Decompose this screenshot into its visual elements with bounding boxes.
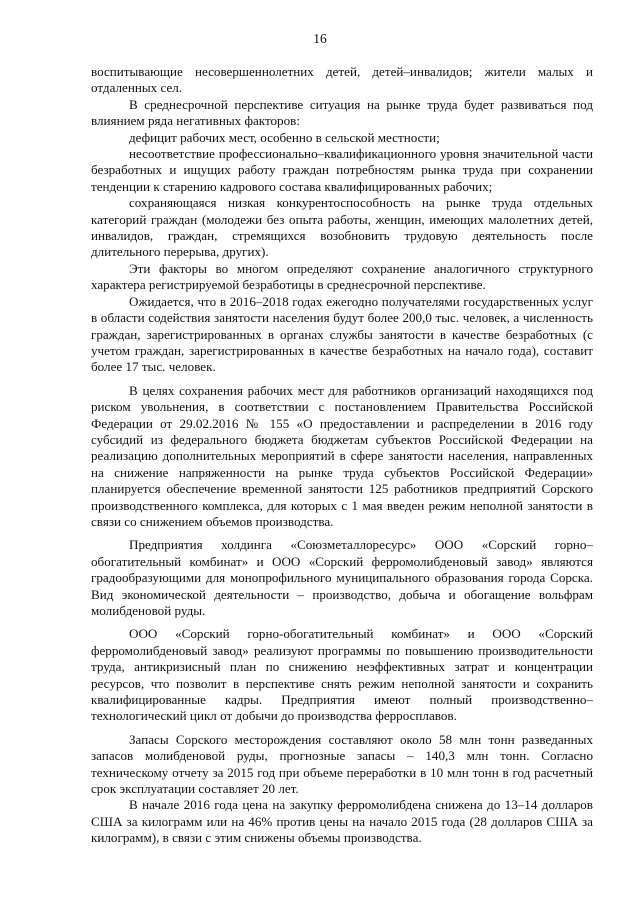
paragraph-holding-enterprises: Предприятия холдинга «Союзметаллоресурс» ООО «Сорский горно–обогатительный комбинат» и ООО «Сорский ферромолибденовый завод» являются градообразующими для монопрофильного муниципального образования города Сорска. Вид экономической деятельности – производство, добыча и обогащение вольфрам молибденовой руды. bbox=[91, 537, 593, 618]
paragraph-factor-low-competitiveness: сохраняющаяся низкая конкурентоспособность на рынке труда отдельных категорий граждан (молодежи без опыта работы, женщин, имеющих малолетних детей, инвалидов, граждан, стремящихся возобновить трудовую деятельность после длительного перерыва, других). bbox=[91, 195, 593, 260]
paragraph-job-retention: В целях сохранения рабочих мест для работников организаций находящихся под риском увольнения, в соответствии с постановлением Правительства Российской Федерации от 29.02.2016 № 155 «О предоставлении и распределении в 2016 году субсидий из федерального бюджета бюджетам субъектов Российской Федерации на реализацию дополнительных мероприятий в сфере занятости населения, направленных на снижение напряженности на рынке труда субъектов Российской Федерации» планируется обеспечение временной занятости 125 работников предприятий Сорского производственного комплекса, для которых с 1 мая введен режим неполной занятости в связи со снижением объемов производства. bbox=[91, 382, 593, 529]
paragraph-productivity-programs: ООО «Сорский горно-обогатительный комбинат» и ООО «Сорский ферромолибденовый завод» реализуют программы по повышению производительности труда, антикризисный план по снижению неэффективных затрат и концентрации ресурсов, что позволит в перспективе снять режим неполной занятости и сохранить квалифицированные кадры. Предприятия имеют полный производственно–технологический цикл от добычи до производства ферросплавов. bbox=[91, 626, 593, 724]
page-number: 16 bbox=[313, 31, 327, 46]
paragraph-structural-unemployment: Эти факторы во многом определяют сохранение аналогичного структурного характера регистрируемой безработицы в среднесрочной перспективе. bbox=[91, 260, 593, 293]
paragraph-factor-job-deficit: дефицит рабочих мест, особенно в сельской местности; bbox=[129, 129, 440, 145]
paragraph-deposit-reserves: Запасы Сорского месторождения составляют около 58 млн тонн разведанных запасов молибденовой руды, прогнозные запасы – 140,3 млн тонн. Согласно техническому отчету за 2015 год при объеме переработки в 10 млн тонн в год расчетный срок эксплуатации составляет 20 лет. bbox=[91, 731, 593, 797]
paragraph-continuation: воспитывающие несовершеннолетних детей, детей–инвалидов; жители малых и отдаленных сел. bbox=[91, 64, 593, 96]
paragraph-factor-qualification-mismatch: несоответствие профессионально–квалификационного уровня значительной части безработных и ищущих работу граждан потребностям рынка труда при сохранении тенденции к старению кадрового состава квалифицированных рабочих; bbox=[91, 146, 593, 194]
paragraph-forecast-2016-2018: Ожидается, что в 2016–2018 годах ежегодно получателями государственных услуг в области содействия занятости населения будут более 200,0 тыс. человек, а численность граждан, зарегистрированных в органах службы занятости в качестве безработных (с учетом граждан, зарегистрированных в качестве безработных на начало года), составит более 17 тыс. человек. bbox=[91, 293, 593, 375]
document-body bbox=[91, 64, 593, 847]
paragraph-negative-factors-intro: В среднесрочной перспективе ситуация на рынке труда будет развиваться под влиянием ряда негативных факторов: bbox=[91, 96, 593, 129]
paragraph-ferromolybdenum-price: В начале 2016 года цена на закупку ферромолибдена снижена до 13–14 долларов США за килограмм или на 46% против цены на начало 2015 года (28 долларов США за килограмм), в связи с этим снижены объемы производства. bbox=[91, 797, 593, 846]
